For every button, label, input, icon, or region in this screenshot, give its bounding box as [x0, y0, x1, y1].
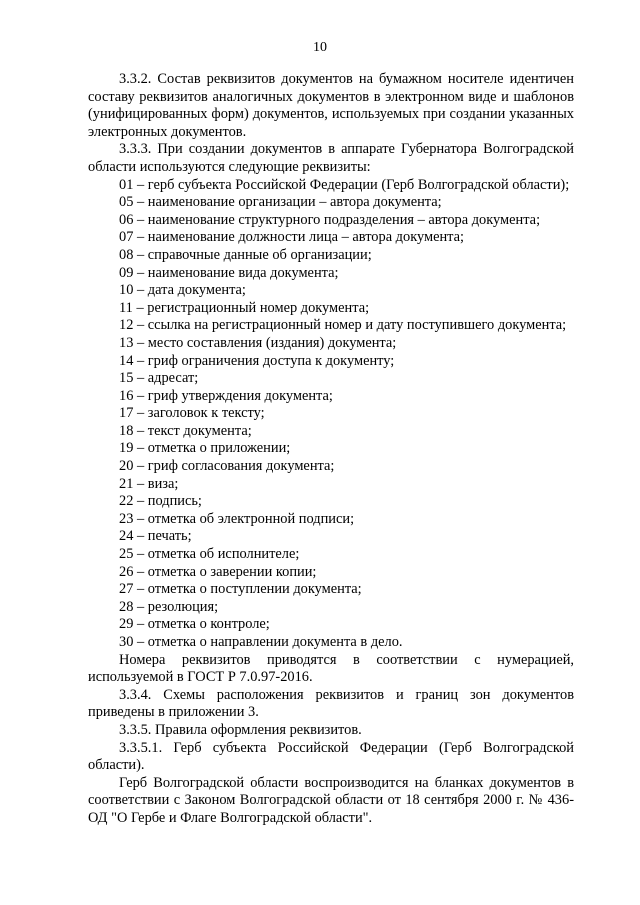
- requisite-item: 23 – отметка об электронной подписи;: [119, 510, 355, 527]
- requisite-item: 07 – наименование должности лица – автора документа;: [119, 229, 465, 246]
- requisite-item: 20 – гриф согласования документа;: [119, 458, 335, 475]
- requisite-item: 21 – виза;: [119, 475, 179, 492]
- requisite-item: 14 – гриф ограничения доступа к документу;: [119, 352, 395, 369]
- requisite-item: 05 – наименование организации – автора документа;: [119, 194, 442, 211]
- requisite-item: 13 – место составления (издания) документа;: [119, 334, 397, 351]
- paragraph-3-3-3: 3.3.3. При создании документов в аппарате Губернатора Волгоградской области используются следующие реквизиты:: [88, 141, 574, 175]
- requisite-item: 10 – дата документа;: [119, 282, 246, 299]
- requisite-item: 06 – наименование структурного подразделения – автора документа;: [119, 211, 541, 228]
- paragraph-numbering-note: Номера реквизитов приводятся в соответствии с нумерацией, используемой в ГОСТ Р 7.0.97-2016.: [88, 651, 574, 686]
- paragraph-3-3-5: 3.3.5. Правила оформления реквизитов.: [119, 721, 362, 738]
- requisite-item: 18 – текст документа;: [119, 422, 252, 439]
- requisite-item: 16 – гриф утверждения документа;: [119, 387, 333, 404]
- paragraph-3-3-5-1: 3.3.5.1. Герб субъекта Российской Федерации (Герб Волгоградской области).: [88, 739, 574, 774]
- requisite-item: 25 – отметка об исполнителе;: [119, 546, 300, 563]
- requisite-item: 09 – наименование вида документа;: [119, 264, 339, 281]
- requisite-item: 08 – справочные данные об организации;: [119, 246, 372, 263]
- requisite-item: 29 – отметка о контроле;: [119, 616, 270, 633]
- requisite-item: 28 – резолюция;: [119, 598, 219, 615]
- requisite-item: 01 – герб субъекта Российской Федерации (Герб Волгоградской области);: [119, 176, 570, 193]
- requisite-item: 22 – подпись;: [119, 493, 202, 510]
- requisite-item: 30 – отметка о направлении документа в дело.: [119, 634, 403, 650]
- paragraph-3-3-4: 3.3.4. Схемы расположения реквизитов и границ зон документов приведены в приложении 3.: [88, 686, 574, 721]
- page-number: 10: [313, 40, 327, 55]
- requisite-item: 12 – ссылка на регистрационный номер и дату поступившего документа;: [119, 317, 567, 334]
- requisite-item: 17 – заголовок к тексту;: [119, 405, 265, 422]
- requisite-item: 11 – регистрационный номер документа;: [119, 299, 370, 316]
- document-body: [88, 71, 574, 828]
- requisite-item: 27 – отметка о поступлении документа;: [119, 581, 362, 598]
- paragraph-coat-of-arms-law: Герб Волгоградской области воспроизводится на бланках документов в соответствии с Законом Волгоградской области от 18 сентября 2000 г. № 436-ОД "О Гербе и Флаге Волгоградской области".: [88, 774, 574, 826]
- requisite-item: 24 – печать;: [119, 528, 192, 545]
- requisite-item: 19 – отметка о приложении;: [119, 440, 291, 457]
- paragraph-3-3-2: 3.3.2. Состав реквизитов документов на бумажном носителе идентичен составу реквизитов аналогичных документов в электронном виде и шаблонов (унифицированных форм) документов, используемых при создании указанных электронных документов.: [88, 71, 574, 140]
- requisite-item: 26 – отметка о заверении копии;: [119, 563, 317, 580]
- requisite-item: 15 – адресат;: [119, 370, 199, 387]
